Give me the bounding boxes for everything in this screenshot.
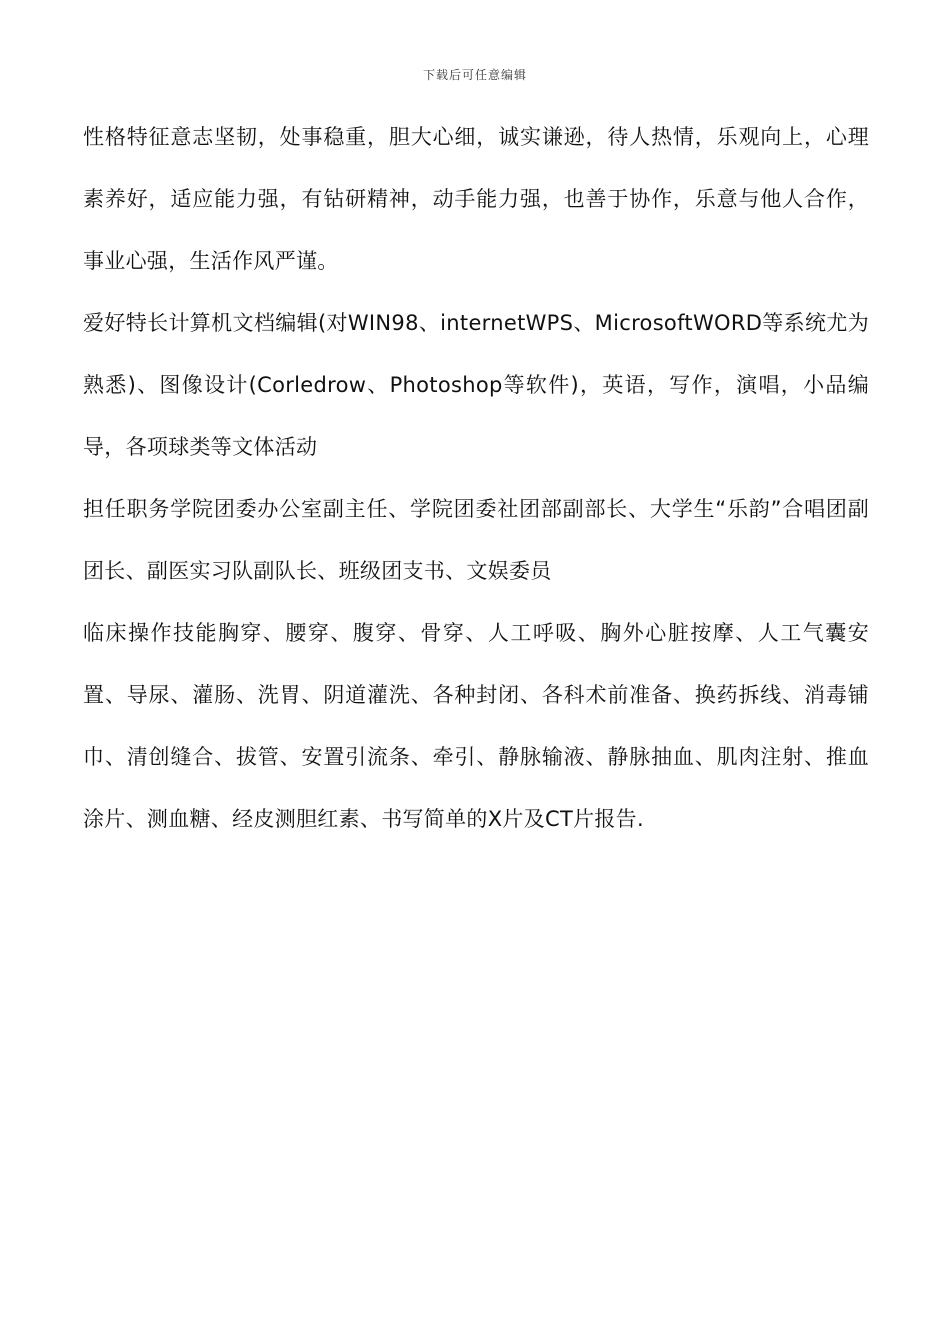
paragraph-personality: 性格特征意志坚韧，处事稳重，胆大心细，诚实谦逊，待人热情，乐观向上，心理素养好，适应能力强，有钻研精神，动手能力强，也善于协作，乐意与他人合作，事业心强，生活作风严谨。 xyxy=(83,125,869,273)
paragraph-clinical-skills: 临床操作技能胸穿、腰穿、腹穿、骨穿、人工呼吸、胸外心脏按摩、人工气囊安置、导尿、灌肠、洗胃、阴道灌洗、各种封闭、各科术前准备、换药拆线、消毒铺巾、清创缝合、拔管、安置引流条、牵引、静脉输液、静脉抽血、肌肉注射、推血涂片、测血糖、经皮测胆红素、书写简单的X片及CT片报告. xyxy=(83,621,869,831)
header-note: 下载后可任意编辑 xyxy=(422,68,527,82)
paragraph-hobbies: 爱好特长计算机文档编辑(对WIN98、internetWPS、MicrosoftWORD等系统尤为熟悉)、图像设计(Corledrow、Photoshop等软件)，英语，写作，演唱，小品编导，各项球类等文体活动 xyxy=(83,311,869,459)
document-body xyxy=(83,106,869,850)
paragraph-positions: 担任职务学院团委办公室副主任、学院团委社团部副部长、大学生“乐韵”合唱团副团长、副医实习队副队长、班级团支书、文娱委员 xyxy=(83,497,869,583)
